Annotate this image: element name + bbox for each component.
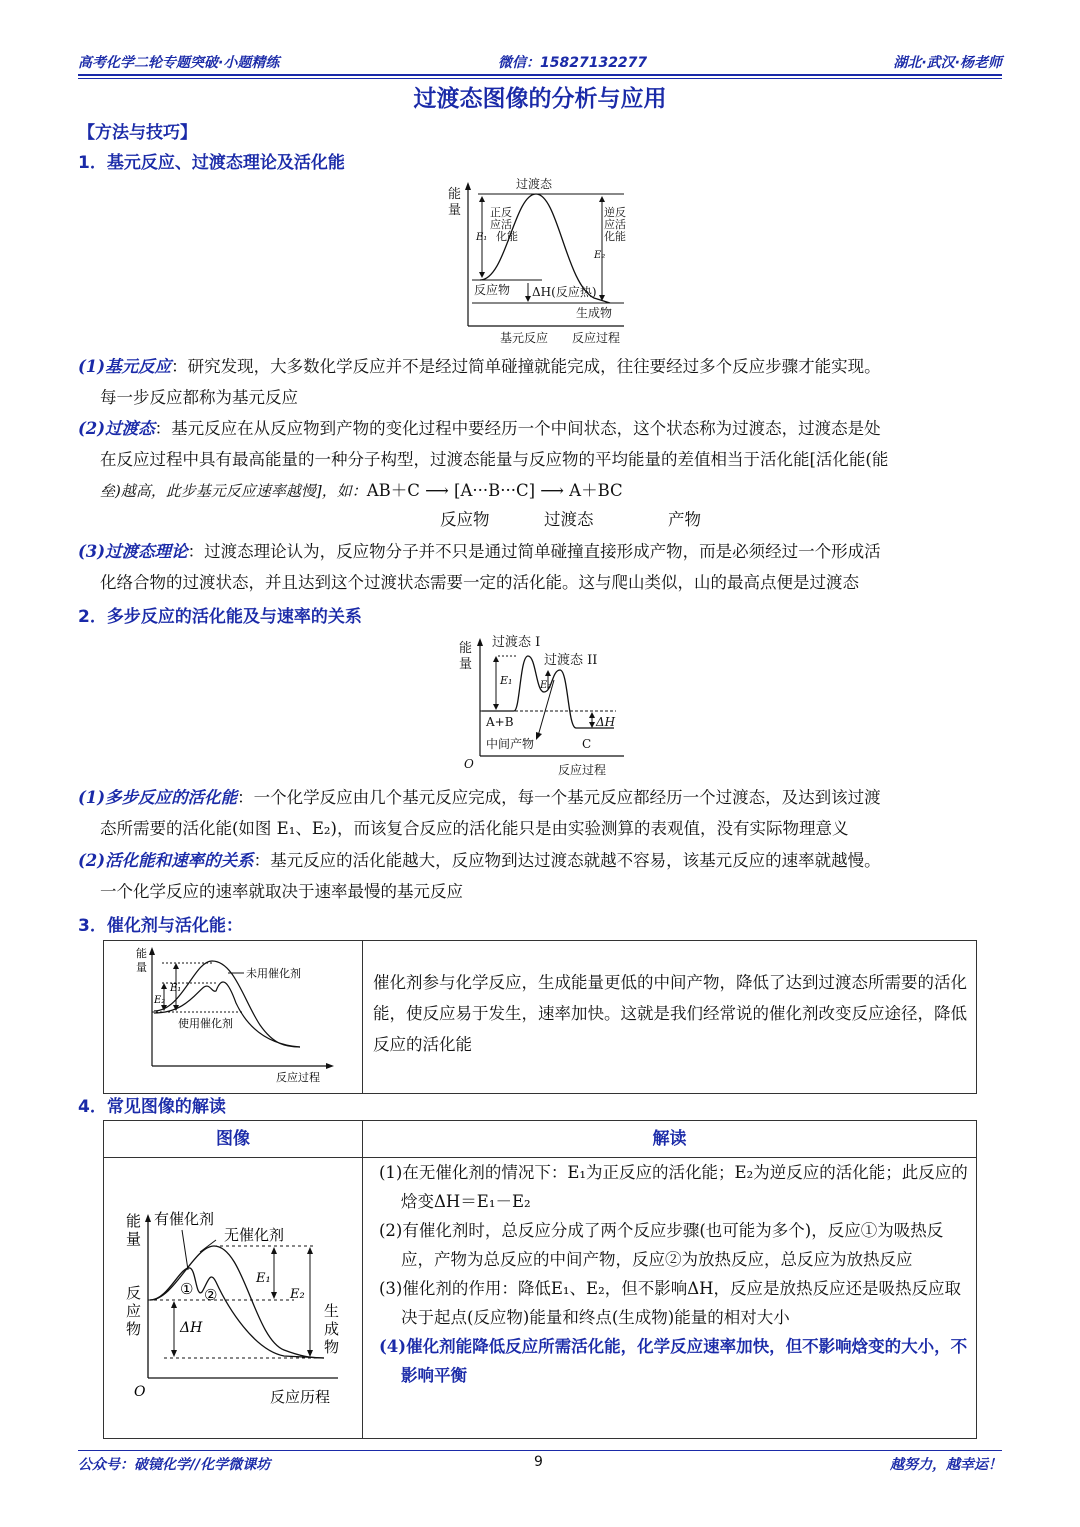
fig4-step1: ① — [180, 1280, 194, 1298]
eq-label-product: 产物 — [668, 510, 701, 529]
page-header — [78, 52, 1002, 74]
s1-p2-equation: AB＋C ⟶ [A···B···C] ⟶ A＋BC — [366, 481, 623, 500]
fig2-xlabel: 反应过程 — [558, 763, 607, 777]
fig1-e2: E₂ — [594, 250, 606, 261]
fig1-dh: ΔH(反应热) — [532, 285, 597, 299]
s2-p1-text2: 态所需要的活化能(如图 E₁、E₂)，而该复合反应的活化能只是由实验测算的表观值，没有实际物理意义 — [100, 819, 849, 838]
section3-heading: 3．催化剂与活化能： — [78, 916, 243, 936]
interp-item-1: (1)在无催化剂的情况下：E₁为正反应的活化能；E₂为逆反应的活化能；此反应的焓变ΔH＝E₁－E₂ — [379, 1163, 968, 1211]
interp-item-4: (4)催化剂能降低反应所需活化能，化学反应速率加快，但不影响焓变的大小，不影响平衡 — [379, 1337, 968, 1385]
fig1-energy-1: 能 — [448, 187, 462, 202]
s1-p1-label: (1)基元反应 — [78, 357, 172, 376]
header-rule-thin — [78, 78, 1002, 79]
fig3-energy-2: 量 — [136, 961, 147, 974]
fig1-rev-2: 应活 — [604, 218, 626, 231]
fig3-energy-1: 能 — [136, 947, 147, 960]
fig1-product: 生成物 — [576, 306, 613, 320]
fig4-e2: E₂ — [290, 1287, 305, 1302]
s2-p1-text: ：一个化学反应由几个基元反应完成，每一个基元反应都经历一个过渡态，及达到该过渡 — [237, 788, 881, 807]
header-rule — [78, 74, 1002, 76]
fig2-dh: ΔH — [596, 715, 616, 729]
fig4-reactant-1: 反 — [126, 1284, 142, 1302]
page-number: 9 — [534, 1454, 543, 1470]
col-header-figure: 图像 — [104, 1121, 363, 1158]
header-center: 微信：15827132277 — [498, 55, 648, 71]
fig3-e1: E₁ — [170, 983, 182, 994]
fig4-product-2: 成 — [324, 1320, 340, 1338]
footer-left: 公众号：破镜化学//化学微课坊 — [78, 1457, 271, 1473]
catalyst-text: 催化剂参与化学反应，生成能量更低的中间产物，降低了达到过渡态所需要的活化能，使反应易于发生，速率加快。这就是我们经常说的催化剂改变反应途径，降低反应的活化能 — [373, 973, 967, 1054]
fig1-fwd-2: 应活 — [490, 218, 512, 231]
s1-p3-text: ：过渡态理论认为，反应物分子并不只是通过简单碰撞直接形成产物，而是必须经过一个形成活 — [187, 542, 881, 561]
section2-heading: 2．多步反应的活化能及与速率的关系 — [78, 607, 362, 627]
eq-label-ts: 过渡态 — [544, 510, 594, 529]
section4-heading: 4．常见图像的解读 — [78, 1097, 226, 1117]
s1-para3 — [78, 536, 1008, 598]
fig4-origin: O — [134, 1384, 146, 1400]
interp-item-3: (3)催化剂的作用：降低E₁、E₂，但不影响ΔH，反应是放热反应还是吸热反应取决于起点(反应物)能量和终点(生成物)能量的相对大小 — [379, 1279, 961, 1327]
fig2-intermediate: 中间产物 — [486, 737, 535, 751]
col-header-interpretation: 解读 — [363, 1121, 977, 1158]
s1-para2 — [78, 413, 1008, 507]
s1-p2-text3: 垒)越高，此步基元反应速率越慢]，如： — [100, 482, 367, 500]
s1-p2-text2: 在反应过程中具有最高能量的一种分子构型，过渡态能量与反应物的平均能量的差值相当于活化能[活化能(能 — [100, 450, 889, 469]
s1-p1-text: ：研究发现，大多数化学反应并不是经过简单碰撞就能完成，往往要经过多个反应步骤才能实现。 — [171, 357, 881, 376]
interpretation-table — [103, 1120, 977, 1439]
fig1-fwd-1: 正反 — [490, 206, 512, 219]
fig1-xlabel2: 反应过程 — [572, 331, 621, 345]
fig4-energy-1: 能 — [126, 1212, 142, 1230]
fig2-c: C — [582, 737, 592, 751]
catalyst-table — [103, 940, 977, 1094]
fig2-e2: E₂ — [540, 680, 552, 691]
fig2-e1: E₁ — [500, 674, 513, 687]
fig2-energy-1: 能 — [459, 641, 473, 656]
fig1-xlabel1: 基元反应 — [500, 331, 549, 345]
s1-p2-label: (2)过渡态 — [78, 419, 155, 438]
fig4-cat: 有催化剂 — [154, 1210, 215, 1228]
fig1-e1: E₁ — [476, 232, 488, 243]
fig4-product-3: 物 — [324, 1338, 340, 1356]
footer-right: 越努力，越幸运！ — [890, 1457, 1002, 1473]
fig4-reactant-2: 应 — [126, 1302, 142, 1320]
s2-p2-label: (2)活化能和速率的关系 — [78, 851, 254, 870]
fig3-cat: 使用催化剂 — [178, 1017, 233, 1030]
s1-p2-text: ：基元反应在从反应物到产物的变化过程中要经历一个中间状态，这个状态称为过渡态，过渡态是处 — [154, 419, 881, 438]
fig3-xlabel: 反应过程 — [276, 1071, 320, 1084]
fig1-reactant: 反应物 — [474, 283, 511, 297]
fig2-ab: A+B — [486, 715, 514, 729]
fig4-nocat: 无催化剂 — [224, 1226, 285, 1244]
fig3-e2: E₂ — [154, 995, 166, 1006]
figure-elementary-reaction — [444, 172, 634, 352]
figure-multistep — [456, 628, 636, 784]
interp-text-cell — [363, 1158, 977, 1439]
s2-p1-label: (1)多步反应的活化能 — [78, 788, 238, 807]
catalyst-text-cell — [363, 941, 977, 1094]
s1-p3-label: (3)过渡态理论 — [78, 542, 188, 561]
s2-p2-text2: 一个化学反应的速率就取决于速率最慢的基元反应 — [100, 882, 463, 901]
fig1-rev-3: 化能 — [604, 230, 626, 243]
page-title: 过渡态图像的分析与应用 — [413, 86, 667, 112]
method-tag: 【方法与技巧】 — [78, 123, 197, 143]
fig4-energy-2: 量 — [126, 1230, 142, 1248]
fig1-ts-label: 过渡态 — [516, 177, 553, 191]
page-footer — [78, 1454, 1002, 1476]
fig1-energy-2: 量 — [448, 203, 462, 218]
header-left: 高考化学二轮专题突破·小题精练 — [78, 55, 280, 71]
fig3-nocat: 未用催化剂 — [246, 967, 301, 980]
s2-para2 — [78, 845, 1008, 907]
fig1-fwd-3: 化能 — [496, 230, 518, 243]
fig4-reactant-3: 物 — [126, 1320, 142, 1338]
eq-label-reactant: 反应物 — [440, 510, 490, 529]
fig2-ts1: 过渡态 I — [492, 635, 541, 650]
footer-rule — [78, 1450, 1002, 1451]
fig2-origin: O — [464, 757, 474, 771]
s1-para1 — [78, 351, 1008, 413]
fig4-e1: E₁ — [256, 1271, 271, 1286]
fig4-xlabel: 反应历程 — [270, 1388, 331, 1406]
fig1-rev-1: 逆反 — [604, 206, 626, 219]
s2-p2-text: ：基元反应的活化能越大，反应物到达过渡态就越不容易，该基元反应的速率就越慢。 — [253, 851, 881, 870]
s1-p1-text2: 每一步反应都称为基元反应 — [100, 388, 298, 407]
section1-heading: 1．基元反应、过渡态理论及活化能 — [78, 153, 345, 173]
s1-p3-text2: 化络合物的过渡状态，并且达到这个过渡状态需要一定的活化能。这与爬山类似，山的最高点便是过渡态 — [100, 573, 859, 592]
interp-item-2: (2)有催化剂时，总反应分成了两个反应步骤(也可能为多个)，反应①为吸热反应，产物为总反应的中间产物，反应②为放热反应，总反应为放热反应 — [379, 1221, 944, 1269]
fig4-dh: ΔH — [180, 1320, 203, 1336]
fig4-step2: ② — [204, 1286, 218, 1304]
fig2-ts2: 过渡态 II — [544, 653, 598, 668]
catalyst-figure-cell — [104, 941, 363, 1094]
fig2-energy-2: 量 — [459, 657, 473, 672]
header-right: 湖北·武汉·杨老师 — [893, 55, 1002, 71]
fig4-product-1: 生 — [324, 1302, 340, 1320]
interp-figure-cell — [104, 1158, 363, 1439]
s2-para1 — [78, 782, 1008, 844]
